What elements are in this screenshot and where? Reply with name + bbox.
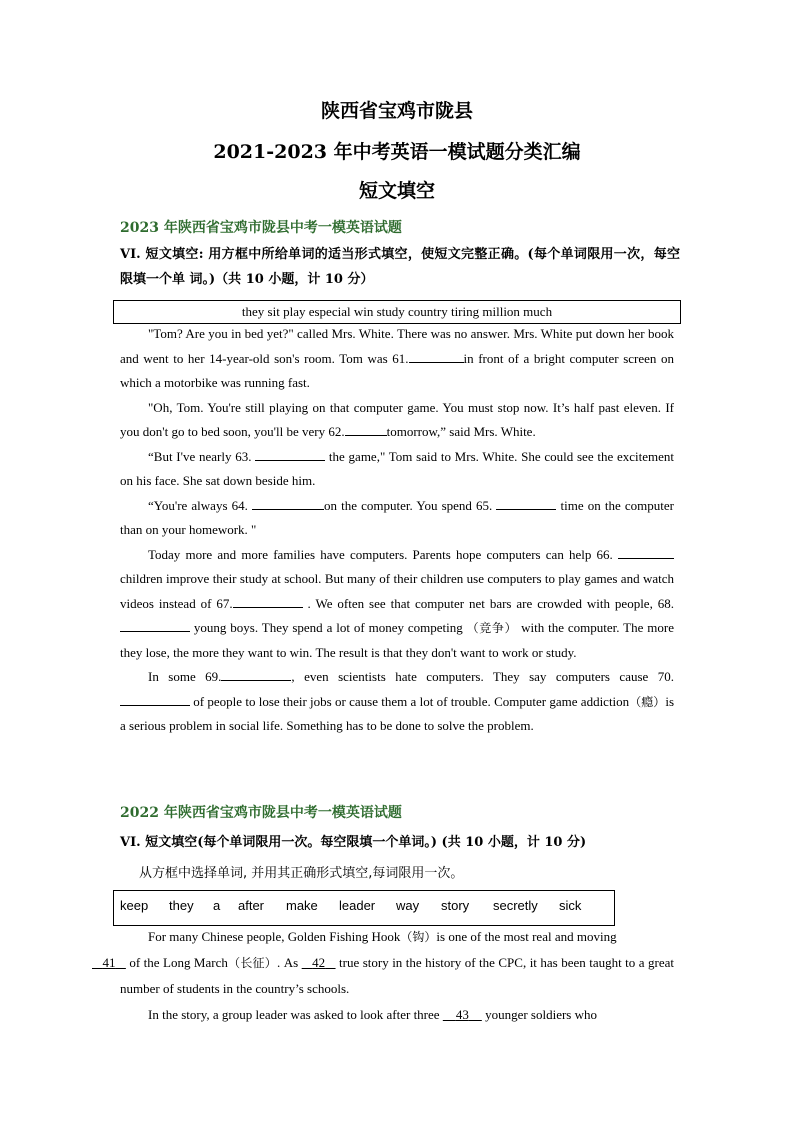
doc-title-line2: 2021-2023 年中考英语一模试题分类汇编 [213,141,581,163]
blank-43[interactable]: 43 [455,1007,469,1022]
section1-passage [120,322,674,739]
paragraph: In some 69. , even scientists hate computers. They say computers cause 70. of people to lose their jobs or cause them a lot of trouble. Computer game addiction（瘾）is a serious problem in social life. Something has to be done to solve the problem. [120,669,674,733]
blank-69[interactable] [221,667,291,681]
paragraph: "Oh, Tom. You're still playing on that computer game. You must stop now. It’s half past eleven. If you don't go to bed soon, you'll be very 62. tomorrow,” said Mrs. White. [120,399,674,439]
section2-heading: 2022 年陕西省宝鸡市陇县中考一模英语试题 [120,805,402,821]
blank-66[interactable] [618,545,674,559]
blank-63[interactable] [255,447,325,461]
word-option: secretly [493,898,538,913]
blank-64[interactable] [252,496,324,510]
word-option: way [396,898,420,913]
section1-word-box: they sit play especial win study country tiring million much [113,300,681,324]
paragraph: “But I've nearly 63. the game," Tom said to Mrs. White. She could see the excitement on his face. She sat down beside him. [120,448,674,488]
word-option: they [169,898,194,913]
section2-passage [102,924,675,1028]
section2-sub-instruction: 从方框中选择单词, 并用其正确形式填空,每词限用一次。 [139,866,464,881]
doc-title-line3: 短文填空 [358,180,435,202]
section1-heading: 2023 年陕西省宝鸡市陇县中考一模英语试题 [120,220,402,236]
word-option: story [441,898,470,913]
blank-62[interactable] [345,422,387,436]
word-option: keep [120,898,149,913]
blank-68[interactable] [120,618,190,632]
word-option: sick [559,898,582,913]
word-option: after [238,898,265,913]
section1-instruction: VI. 短文填空: 用方框中所给单词的适当形式填空，使短文完整正确。(每个单词限用一次，每空限填一个单 词。)（共 10 小题，计 10 分） [120,247,680,287]
paragraph: In the story, a group leader was asked to look after three 43 younger soldiers who [148,1007,597,1022]
blank-61[interactable] [409,349,464,363]
section2-instruction: VI. 短文填空(每个单词限用一次。每空限填一个单词。) (共 10 小题，计 10 分) [120,835,587,850]
blank-70[interactable] [120,692,190,706]
section2-word-box [113,890,615,926]
paragraph: For many Chinese people, Golden Fishing Hook（钩）is one of the most real and moving 41 of the Long March（长征）. As 42 true story in the history of the CPC, it has been taught to a great number of students in the country’s schools. [120,924,674,1002]
paragraph: Today more and more families have computers. Parents hope computers can help 66. children improve their study at school. But many of their children use computers to play games and watch videos instead of 67. . We often see that computer net bars are crowded with people, 68. young boys. They spend a lot of money competing （竞争） with the computer. The more they lose, the more they want to win. The result is that they don't want to work or study. [120,546,675,660]
blank-67[interactable] [233,594,303,608]
word-option: a [213,898,221,913]
blank-65[interactable] [496,496,556,510]
word-option: make [286,898,318,913]
doc-title-line1: 陕西省宝鸡市陇县 [320,100,473,122]
word-option: leader [339,898,376,913]
blank-42[interactable]: 42 [312,955,326,970]
blank-41[interactable]: 41 [102,955,116,970]
paragraph: “You're always 64. on the computer. You spend 65. time on the computer than on your homework. " [120,497,674,537]
paragraph: "Tom? Are you in bed yet?" called Mrs. White. There was no answer. Mrs. White put down her book and went to her 14-year-old son's room. Tom was 61. in front of a bright computer screen on which a motorbike was running fast. [120,326,674,390]
